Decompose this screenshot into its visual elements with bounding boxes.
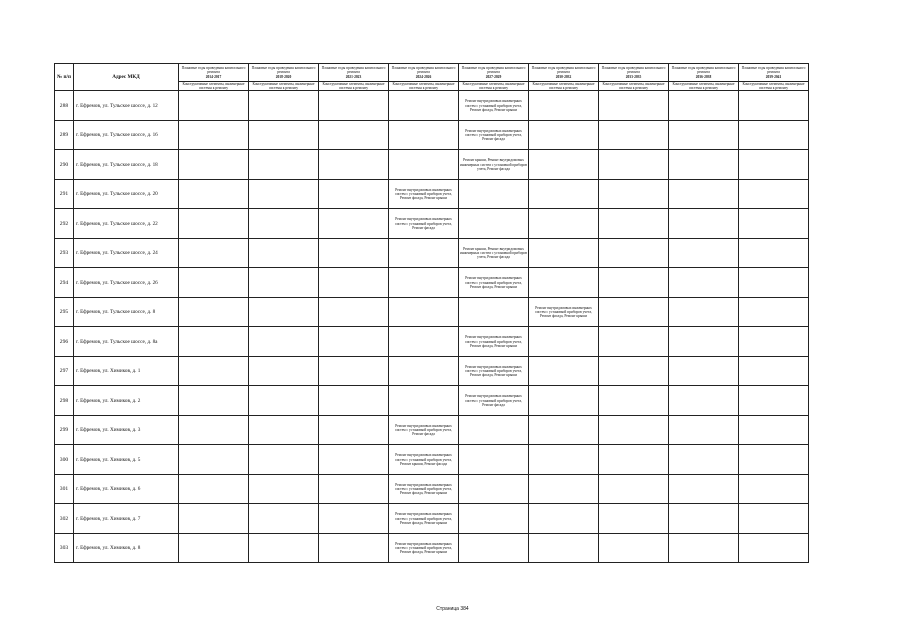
row-work-cell [179,474,249,504]
table-row [55,120,809,150]
row-work-cell [529,474,599,504]
row-work-cell [319,445,389,475]
row-work-cell [739,415,809,445]
row-work-cell [739,238,809,268]
row-work-cell [739,533,809,563]
row-work-cell: Ремонт внутридомовых инженерных систем с установкой приборов учета, Ремонт крыши, Ремонт фасада [389,445,459,475]
table-row [55,356,809,386]
table-row [55,297,809,327]
period-caption: Плановые годы проведения капитального ремонта [181,66,246,75]
period-caption: Плановые годы проведения капитального ремонта [391,66,456,75]
row-number: 301 [55,474,74,504]
row-address: г. Ефремов, ул. Тульское шоссе, д. 24 [74,238,179,268]
row-work-cell [179,327,249,357]
row-address: г. Ефремов, ул. Тульское шоссе, д. 22 [74,209,179,239]
row-work-cell [739,120,809,150]
row-work-cell [599,474,669,504]
period-years: 2033-2035 [625,74,642,79]
row-work-cell [319,297,389,327]
row-work-cell [249,327,319,357]
row-address: г. Ефремов, ул. Тульское шоссе, д. 12 [74,91,179,121]
row-work-cell [249,504,319,534]
row-work-cell [529,533,599,563]
row-work-cell [319,504,389,534]
row-work-cell [739,445,809,475]
period-years: 2030-2032 [555,74,572,79]
column-header-period [669,64,739,82]
table-row [55,533,809,563]
row-number: 293 [55,238,74,268]
row-work-cell: Ремонт внутридомовых инженерных систем с установкой приборов учета, Ремонт фасада, Ремонт крыши [529,297,599,327]
row-work-cell [739,268,809,298]
row-work-cell [529,386,599,416]
row-work-cell [249,179,319,209]
row-address: г. Ефремов, ул. Тульское шоссе, д. 26 [74,268,179,298]
row-address: г. Ефремов, ул. Химиков, д. 7 [74,504,179,534]
row-address: г. Ефремов, ул. Химиков, д. 8 [74,533,179,563]
row-number: 298 [55,386,74,416]
column-subheader: Конструктивные элементы, инженерные системы к ремонту [529,82,599,91]
row-work-cell [249,533,319,563]
row-work-cell [599,209,669,239]
row-work-cell [319,386,389,416]
row-address: г. Ефремов, ул. Химиков, д. 2 [74,386,179,416]
row-number: 289 [55,120,74,150]
table-row [55,179,809,209]
row-work-cell [669,445,739,475]
row-address: г. Ефремов, ул. Химиков, д. 5 [74,445,179,475]
row-work-cell [249,297,319,327]
row-work-cell [669,268,739,298]
row-work-cell [739,297,809,327]
period-caption: Плановые годы проведения капитального ремонта [671,66,736,75]
row-work-cell [599,533,669,563]
column-header-period [179,64,249,82]
row-work-cell [179,297,249,327]
row-work-cell [669,120,739,150]
table-row [55,150,809,180]
period-caption: Плановые годы проведения капитального ремонта [531,66,596,75]
row-work-cell [249,150,319,180]
column-header-num: № п/п [55,64,74,91]
period-years: 2014-2017 [205,74,222,79]
row-work-cell [599,150,669,180]
page-number-label: Страница 384 [436,606,469,612]
table-row [55,209,809,239]
row-work-cell [389,238,459,268]
row-work-cell [389,268,459,298]
row-work-cell: Ремонт внутридомовых инженерных систем с установкой приборов учета, Ремонт фасада, Ремонт крыши [459,268,529,298]
row-work-cell [389,386,459,416]
row-work-cell [249,238,319,268]
period-caption: Плановые годы проведения капитального ремонта [601,66,666,75]
row-work-cell [319,327,389,357]
row-work-cell: Ремонт крыши, Ремонт внутридомовых инженерных систем с установкой приборов учета, Ремонт фасада [459,150,529,180]
row-work-cell [459,504,529,534]
table-row [55,327,809,357]
table-body [55,91,809,563]
column-subheader: Конструктивные элементы, инженерные системы к ремонту [249,82,319,91]
row-work-cell: Ремонт внутридомовых инженерных систем с установкой приборов учета, Ремонт фасада, Ремонт крыши [459,356,529,386]
row-number: 291 [55,179,74,209]
row-work-cell [739,150,809,180]
row-work-cell [179,120,249,150]
row-work-cell [319,179,389,209]
row-work-cell: Ремонт внутридомовых инженерных систем с установкой приборов учета, Ремонт фасада [459,386,529,416]
column-subheader: Конструктивные элементы, инженерные системы к ремонту [599,82,669,91]
row-work-cell [459,297,529,327]
column-header-period [599,64,669,82]
row-work-cell [249,386,319,416]
row-work-cell [319,120,389,150]
row-work-cell [179,415,249,445]
row-work-cell [389,327,459,357]
table-row [55,386,809,416]
period-caption: Плановые годы проведения капитального ремонта [321,66,386,75]
row-work-cell: Ремонт внутридомовых инженерных систем с установкой приборов учета, Ремонт фасада [389,209,459,239]
row-work-cell: Ремонт внутридомовых инженерных систем с установкой приборов учета, Ремонт фасада, Ремонт крыши [459,91,529,121]
row-work-cell [249,415,319,445]
row-work-cell [179,445,249,475]
row-work-cell [179,504,249,534]
row-work-cell [179,268,249,298]
row-work-cell [739,504,809,534]
row-work-cell [599,415,669,445]
column-header-period [249,64,319,82]
column-header-period [529,64,599,82]
row-work-cell [669,474,739,504]
row-work-cell: Ремонт внутридомовых инженерных систем с установкой приборов учета, Ремонт фасада, Ремонт крыши [389,474,459,504]
row-work-cell [459,445,529,475]
row-work-cell [529,150,599,180]
table-row [55,238,809,268]
row-work-cell [179,209,249,239]
row-address: г. Ефремов, ул. Тульское шоссе, д. 16 [74,120,179,150]
column-header-address: Адрес МКД [74,64,179,91]
row-work-cell [529,356,599,386]
table-row [55,504,809,534]
row-work-cell [249,268,319,298]
row-work-cell [319,91,389,121]
row-work-cell [599,445,669,475]
row-work-cell [669,415,739,445]
row-work-cell [179,533,249,563]
row-work-cell [249,474,319,504]
period-caption: Плановые годы проведения капитального ремонта [741,66,806,75]
row-work-cell [669,533,739,563]
row-work-cell: Ремонт внутридомовых инженерных систем с установкой приборов учета, Ремонт фасада, Ремонт крыши [389,533,459,563]
row-work-cell [599,386,669,416]
row-work-cell [529,238,599,268]
row-work-cell [319,533,389,563]
row-work-cell [389,356,459,386]
row-number: 297 [55,356,74,386]
row-work-cell [249,120,319,150]
row-work-cell [599,179,669,209]
row-address: г. Ефремов, ул. Химиков, д. 3 [74,415,179,445]
row-number: 288 [55,91,74,121]
row-work-cell [179,91,249,121]
row-work-cell [599,297,669,327]
row-work-cell: Ремонт внутридомовых инженерных систем с установкой приборов учета, Ремонт фасада, Ремонт крыши [459,327,529,357]
row-work-cell [459,415,529,445]
row-work-cell [459,533,529,563]
table-row [55,415,809,445]
row-work-cell [599,238,669,268]
row-work-cell [669,356,739,386]
row-work-cell [599,356,669,386]
row-work-cell [739,91,809,121]
row-work-cell [389,297,459,327]
column-subheader: Конструктивные элементы, инженерные системы к ремонту [319,82,389,91]
column-header-period [459,64,529,82]
row-work-cell [179,238,249,268]
row-work-cell [599,327,669,357]
row-work-cell [459,474,529,504]
row-work-cell [319,238,389,268]
row-number: 303 [55,533,74,563]
row-work-cell [739,179,809,209]
row-address: г. Ефремов, ул. Тульское шоссе, д. 8 [74,297,179,327]
row-number: 292 [55,209,74,239]
period-years: 2027-2029 [485,74,502,79]
period-years: 2021-2023 [345,74,362,79]
period-years: 2024-2026 [415,74,432,79]
row-work-cell [389,91,459,121]
row-work-cell [669,238,739,268]
row-work-cell [739,327,809,357]
row-work-cell [249,91,319,121]
row-work-cell [249,445,319,475]
row-work-cell [319,268,389,298]
row-number: 295 [55,297,74,327]
row-work-cell [459,209,529,239]
row-work-cell [389,150,459,180]
row-number: 299 [55,415,74,445]
row-work-cell [319,150,389,180]
row-work-cell [739,386,809,416]
row-work-cell [179,150,249,180]
row-number: 302 [55,504,74,534]
row-work-cell [599,268,669,298]
row-work-cell [529,209,599,239]
row-work-cell [529,91,599,121]
row-work-cell [529,179,599,209]
row-work-cell [669,327,739,357]
row-work-cell [529,120,599,150]
row-address: г. Ефремов, ул. Тульское шоссе, д. 8а [74,327,179,357]
row-work-cell [389,120,459,150]
row-number: 294 [55,268,74,298]
table-header [55,64,809,91]
column-subheader: Конструктивные элементы, инженерные системы к ремонту [179,82,249,91]
row-number: 290 [55,150,74,180]
column-subheader: Конструктивные элементы, инженерные системы к ремонту [389,82,459,91]
row-work-cell: Ремонт внутридомовых инженерных систем с установкой приборов учета, Ремонт фасада [389,415,459,445]
row-work-cell [669,179,739,209]
table-row [55,268,809,298]
period-years: 2039-2041 [765,74,782,79]
table-row [55,474,809,504]
row-work-cell [669,386,739,416]
row-work-cell [319,356,389,386]
row-address: г. Ефремов, ул. Химиков, д. 1 [74,356,179,386]
row-work-cell [179,386,249,416]
row-work-cell [459,179,529,209]
row-work-cell: Ремонт внутридомовых инженерных систем с установкой приборов учета, Ремонт фасада [459,120,529,150]
column-header-period [389,64,459,82]
period-caption: Плановые годы проведения капитального ремонта [461,66,526,75]
column-header-period [739,64,809,82]
row-work-cell [529,327,599,357]
row-work-cell: Ремонт внутридомовых инженерных систем с установкой приборов учета, Ремонт фасада, Ремонт крыши [389,179,459,209]
table-row [55,445,809,475]
column-subheader: Конструктивные элементы, инженерные системы к ремонту [669,82,739,91]
period-caption: Плановые годы проведения капитального ремонта [251,66,316,75]
row-work-cell [529,504,599,534]
row-number: 296 [55,327,74,357]
row-work-cell [249,209,319,239]
row-work-cell [669,504,739,534]
period-years: 2036-2038 [695,74,712,79]
row-work-cell [669,91,739,121]
row-work-cell [739,209,809,239]
table-row [55,91,809,121]
repair-schedule-sheet [54,63,809,563]
row-work-cell: Ремонт внутридомовых инженерных систем с установкой приборов учета, Ремонт фасада, Ремонт крыши [389,504,459,534]
row-work-cell [319,415,389,445]
column-subheader: Конструктивные элементы, инженерные системы к ремонту [739,82,809,91]
row-work-cell: Ремонт крыши, Ремонт внутридомовых инженерных систем с установкой приборов учета, Ремонт фасада [459,238,529,268]
row-work-cell [599,91,669,121]
row-work-cell [739,356,809,386]
header-row [55,64,809,82]
row-work-cell [599,504,669,534]
row-work-cell [669,297,739,327]
row-work-cell [599,120,669,150]
row-work-cell [529,415,599,445]
period-years: 2018-2020 [275,74,292,79]
row-work-cell [319,209,389,239]
row-work-cell [669,150,739,180]
row-work-cell [529,268,599,298]
repair-schedule-table [54,63,809,563]
row-work-cell [249,356,319,386]
row-work-cell [319,474,389,504]
row-work-cell [529,445,599,475]
column-subheader: Конструктивные элементы, инженерные системы к ремонту [459,82,529,91]
column-header-period [319,64,389,82]
row-work-cell [739,474,809,504]
row-address: г. Ефремов, ул. Химиков, д. 6 [74,474,179,504]
row-address: г. Ефремов, ул. Тульское шоссе, д. 18 [74,150,179,180]
row-work-cell [179,179,249,209]
row-work-cell [669,209,739,239]
row-work-cell [179,356,249,386]
row-address: г. Ефремов, ул. Тульское шоссе, д. 20 [74,179,179,209]
row-number: 300 [55,445,74,475]
